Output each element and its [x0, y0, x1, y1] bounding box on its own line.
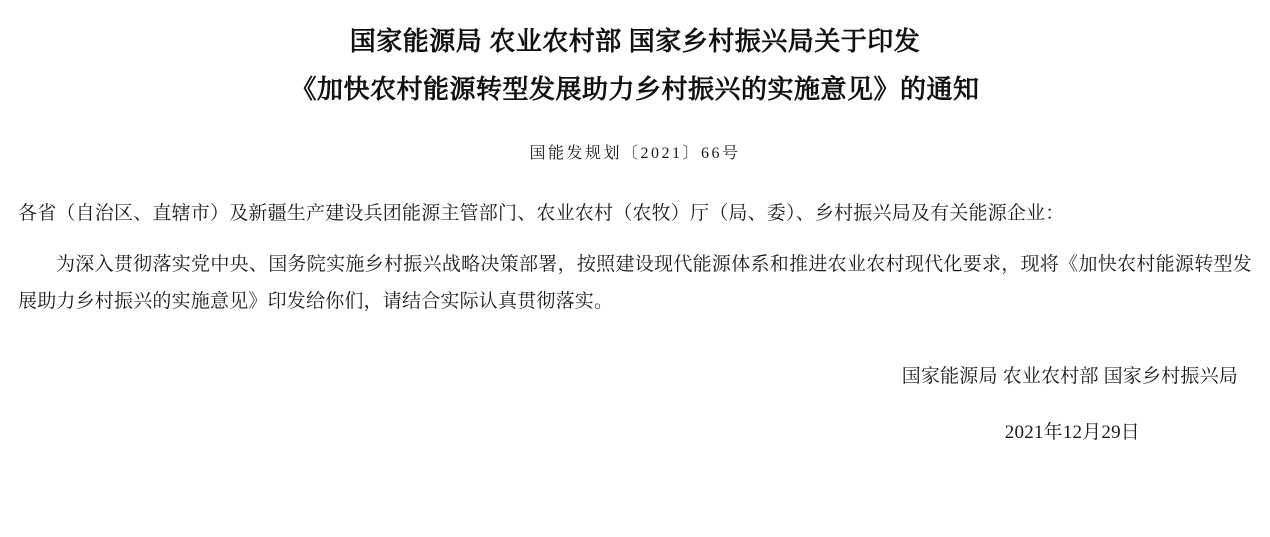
document-title-line-1: 国家能源局 农业农村部 国家乡村振兴局关于印发	[349, 27, 921, 56]
document-recipients: 各省（自治区、直辖市）及新疆生产建设兵团能源主管部门、农业农村（农牧）厅（局、委）、乡村振兴局及有关能源企业：	[18, 203, 1065, 225]
document-title-line-2: 《加快农村能源转型发展助力乡村振兴的实施意见》的通知	[290, 75, 980, 105]
document-signature: 国家能源局 农业农村部 国家乡村振兴局	[901, 365, 1238, 387]
document-title	[18, 0, 1252, 114]
document-body-paragraph: 为深入贯彻落实党中央、国务院实施乡村振兴战略决策部署，按照建设现代能源体系和推进农业农村现代化要求，现将《加快农村能源转型发展助力乡村振兴的实施意见》印发给你们，请结合实际认真贯彻落实。	[18, 253, 1252, 312]
document-number: 国能发规划〔2021〕66号	[529, 145, 741, 163]
document-date: 2021年12月29日	[1004, 422, 1140, 444]
